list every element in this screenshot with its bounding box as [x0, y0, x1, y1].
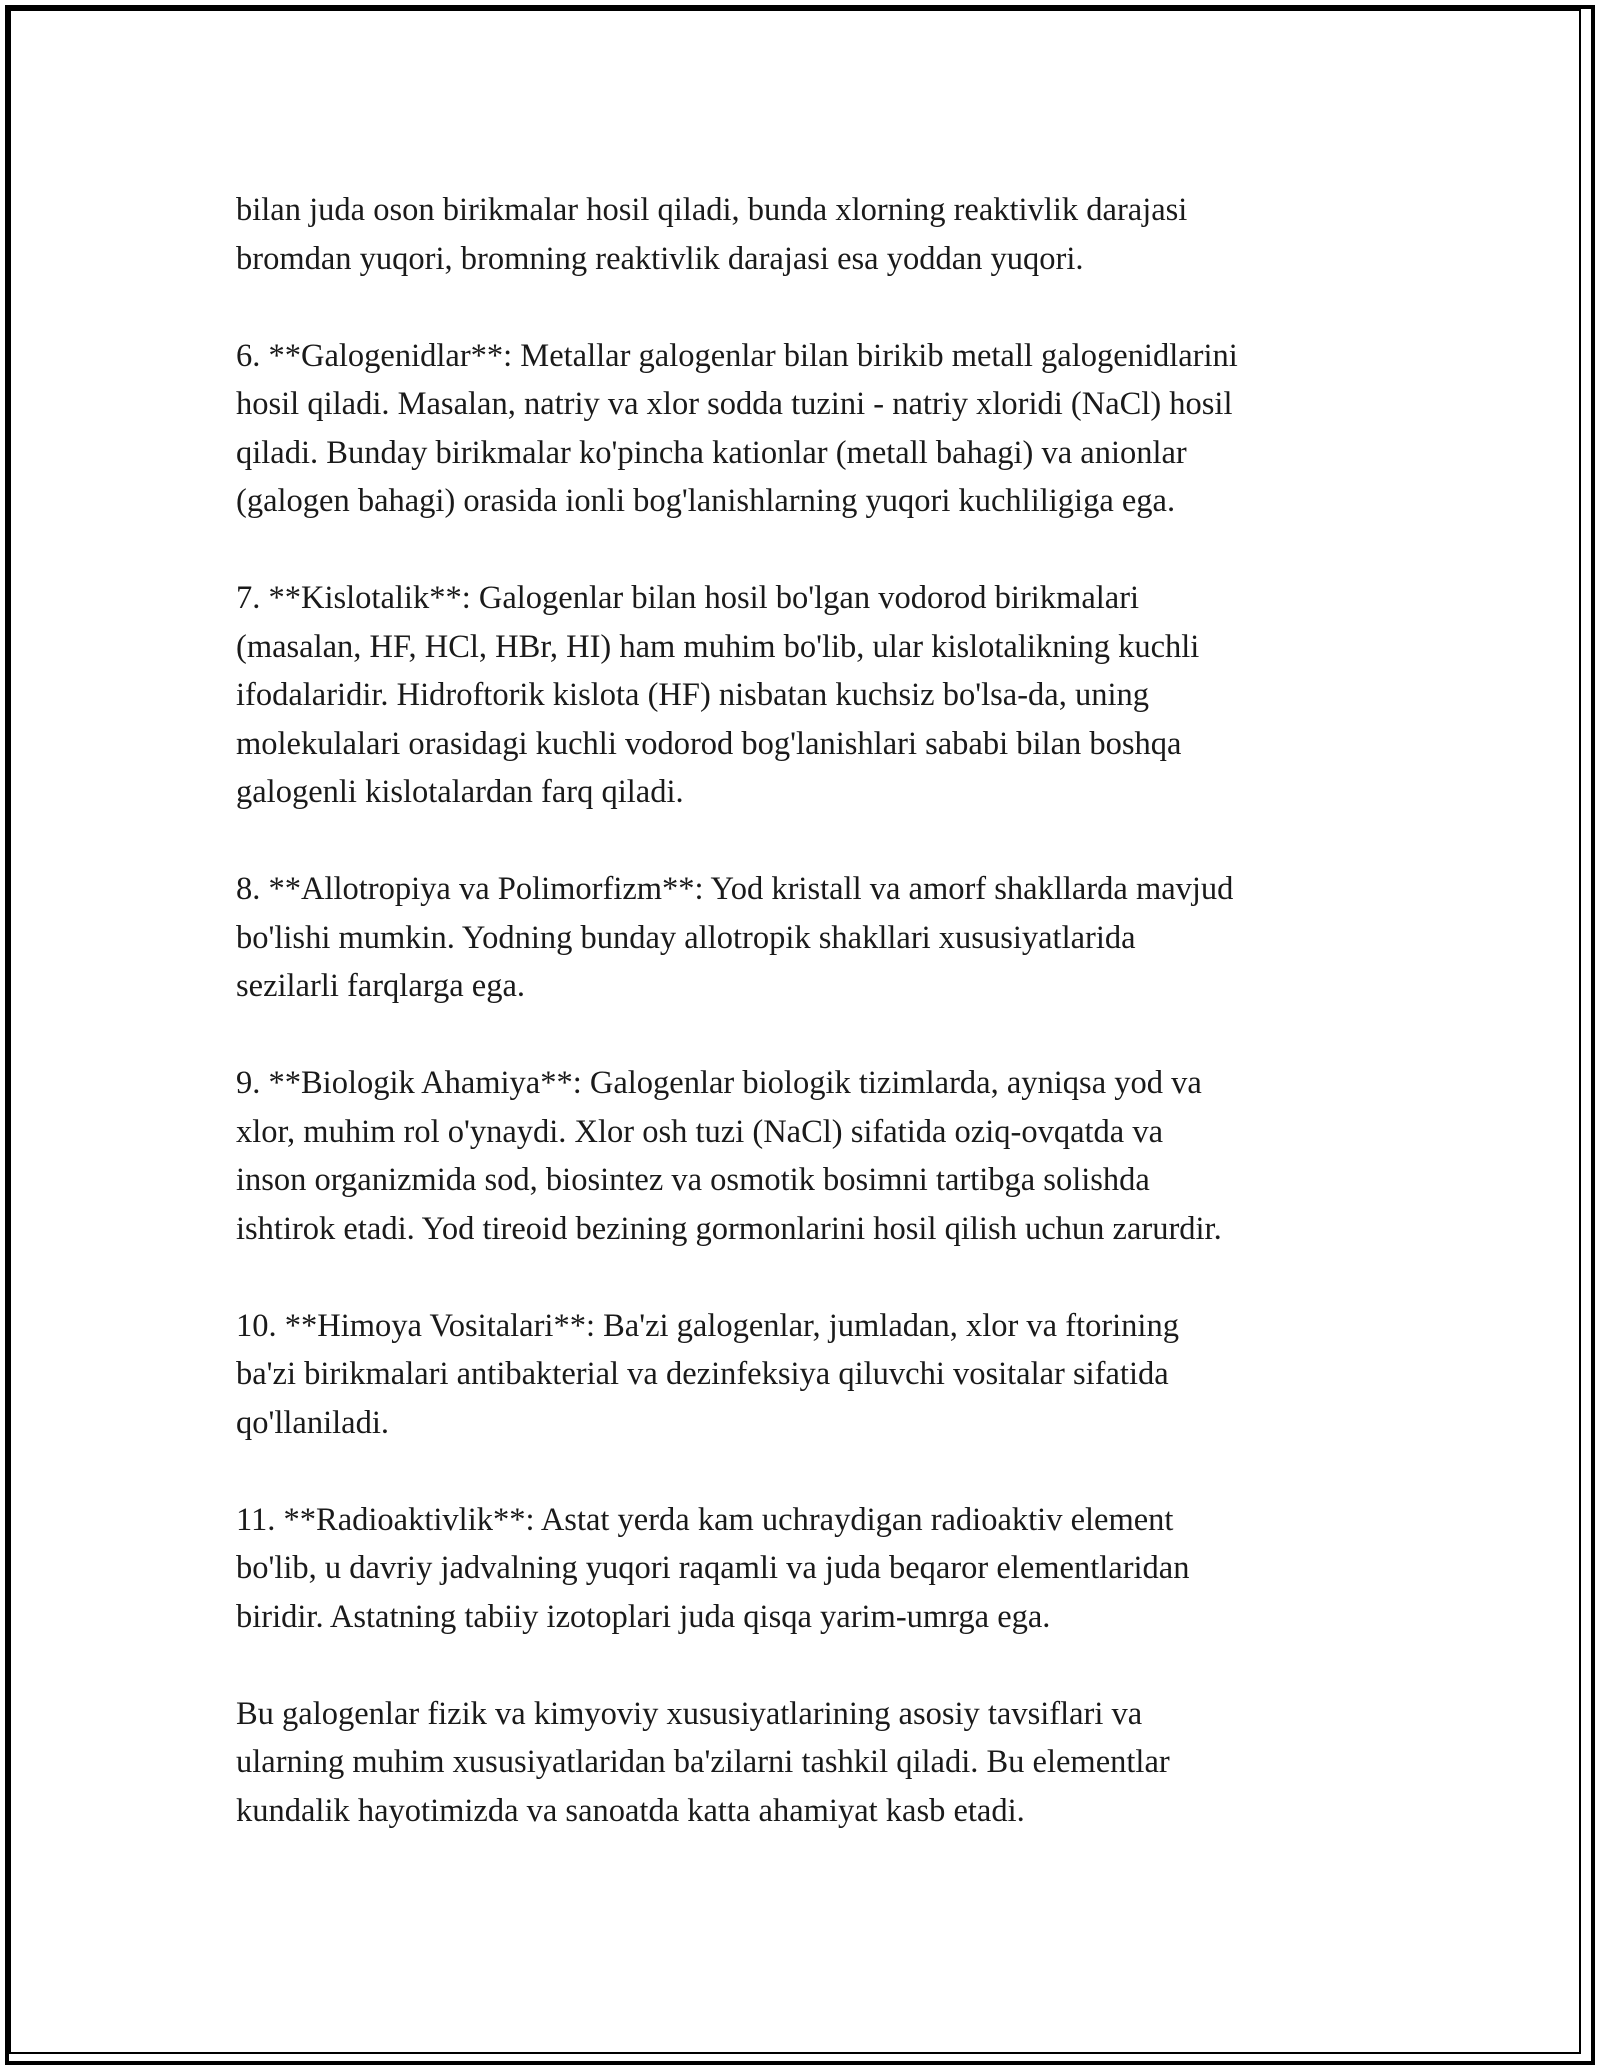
text-line: ishtirok etadi. Yod tireoid bezining gormonlarini hosil qilish uchun zarurdir.: [236, 1210, 1222, 1247]
text-line: bromdan yuqori, bromning reaktivlik darajasi esa yoddan yuqori.: [236, 240, 1084, 277]
text-line: xlor, muhim rol o'ynaydi. Xlor osh tuzi (NaCl) sifatida oziq-ovqatda va: [236, 1113, 1163, 1150]
text-line: qiladi. Bunday birikmalar ko'pincha kationlar (metall bahagi) va anionlar: [236, 434, 1187, 471]
text-line: 6. **Galogenidlar**: Metallar galogenlar bilan birikib metall galogenidlarini: [236, 337, 1238, 374]
paragraph-galogenidlar: [236, 332, 1386, 526]
paragraph-himoya-vositalari: [236, 1302, 1386, 1448]
text-line: Bu galogenlar fizik va kimyoviy xususiyatlarining asosiy tavsiflari va: [236, 1695, 1143, 1732]
text-line: ularning muhim xususiyatlaridan ba'zilarni tashkil qiladi. Bu elementlar: [236, 1744, 1170, 1780]
text-line: galogenli kislotalardan farq qiladi.: [236, 774, 684, 810]
text-line: (galogen bahagi) orasida ionli bog'lanishlarning yuqori kuchliligiga ega.: [236, 483, 1176, 519]
text-line: bo'lishi mumkin. Yodning bunday allotropik shakllari xususiyatlarida: [236, 919, 1136, 956]
paragraph-continuation: [236, 186, 1386, 283]
paragraph-allotropiya: [236, 865, 1386, 1011]
text-line: ba'zi birikmalari antibakterial va dezinfeksiya qiluvchi vositalar sifatida: [236, 1356, 1169, 1392]
text-line: bo'lib, u davriy jadvalning yuqori raqamli va juda beqaror elementlaridan: [236, 1550, 1190, 1586]
text-line: hosil qiladi. Masalan, natriy va xlor sodda tuzini - natriy xloridi (NaCl) hosil: [236, 386, 1233, 422]
text-line: 8. **Allotropiya va Polimorfizm**: Yod kristall va amorf shakllarda mavjud: [236, 871, 1234, 907]
text-line: biridir. Astatning tabiiy izotoplari juda qisqa yarim-umrga ega.: [236, 1598, 1051, 1635]
document-body: [236, 186, 1386, 1884]
paragraph-kislotalik: [236, 574, 1386, 817]
text-line: 7. **Kislotalik**: Galogenlar bilan hosil bo'lgan vodorod birikmalari: [236, 580, 1140, 616]
paragraph-radioaktivlik: [236, 1496, 1386, 1642]
text-line: bilan juda oson birikmalar hosil qiladi, bunda xlorning reaktivlik darajasi: [236, 192, 1188, 228]
text-line: inson organizmida sod, biosintez va osmotik bosimni tartibga solishda: [236, 1162, 1150, 1198]
text-line: 9. **Biologik Ahamiya**: Galogenlar biologik tizimlarda, ayniqsa yod va: [236, 1065, 1202, 1101]
paragraph-conclusion: [236, 1690, 1386, 1836]
text-line: ifodalaridir. Hidroftorik kislota (HF) nisbatan kuchsiz bo'lsa-da, uning: [236, 677, 1149, 713]
text-line: qo'llaniladi.: [236, 1404, 389, 1441]
text-line: molekulalari orasidagi kuchli vodorod bog'lanishlari sababi bilan boshqa: [236, 725, 1182, 762]
text-line: kundalik hayotimizda va sanoatda katta ahamiyat kasb etadi.: [236, 1792, 1025, 1829]
text-line: 11. **Radioaktivlik**: Astat yerda kam uchraydigan radioaktiv element: [236, 1501, 1174, 1538]
text-line: 10. **Himoya Vositalari**: Ba'zi galogenlar, jumladan, xlor va ftorining: [236, 1307, 1179, 1344]
text-line: (masalan, HF, HCl, HBr, HI) ham muhim bo'lib, ular kislotalikning kuchli: [236, 628, 1200, 665]
text-line: sezilarli farqlarga ega.: [236, 968, 526, 1004]
paragraph-biologik-ahamiya: [236, 1059, 1386, 1253]
